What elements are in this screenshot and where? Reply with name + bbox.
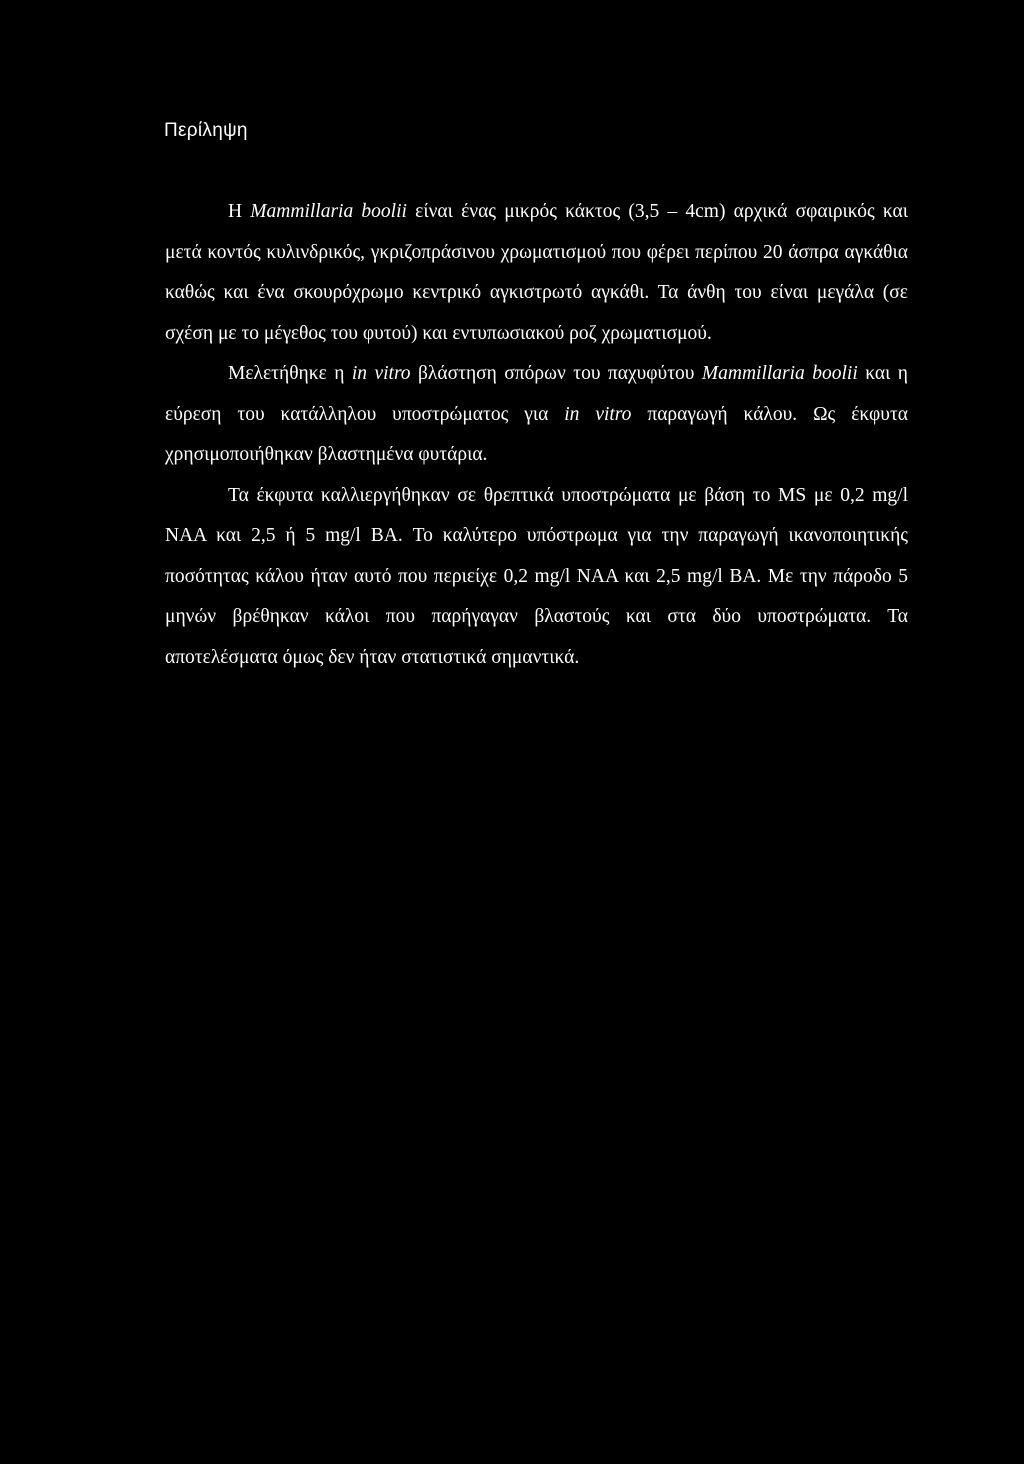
paragraph	[165, 354, 908, 476]
text-run: Η	[228, 201, 251, 222]
text-run: είναι ένας μικρός κάκτος (3,5 – 4cm) αρχικά σφαιρικός και μετά κοντός κυλινδρικός, γκριζοπράσινου χρωματισμού που φέρει περίπου 20 άσπρα αγκάθια καθώς και ένα σκουρόχρωμο κεντρικό αγκιστρωτό αγκάθι. Τα άνθη του είναι μεγάλα (σε σχέση με το μέγεθος του φυτού) και εντυπωσιακού ροζ χρωματισμού.	[165, 201, 909, 344]
page-title: Περίληψη	[164, 120, 248, 141]
italic-text-run: Mammillaria boolii	[701, 363, 858, 384]
text-run: Τα έκφυτα καλλιεργήθηκαν σε θρεπτικά υποστρώματα με βάση το MS με 0,2 mg/l NAA και 2,5 ή 5 mg/l BA. Το καλύτερο υπόστρωμα για την παραγωγή ικανοποιητικής ποσότητας κάλου ήταν αυτό που περιείχε 0,2 mg/l NAA και 2,5 mg/l BA. Με την πάροδο 5 μηνών βρέθηκαν κάλοι που παρήγαγαν βλαστούς και στα δύο υποστρώματα. Τα αποτελέσματα όμως δεν ήταν στατιστικά σημαντικά.	[165, 484, 908, 668]
italic-text-run: Mammillaria boolii	[250, 201, 407, 222]
italic-text-run: in vitro	[564, 403, 632, 425]
abstract-body	[165, 192, 908, 678]
text-run: Μελετήθηκε η	[228, 363, 352, 384]
paragraph	[165, 476, 908, 679]
text-run: και η εύρεση του κατάλληλου υποστρώματος για	[165, 363, 908, 425]
paragraph	[165, 192, 908, 354]
text-run: παραγωγή κάλου. Ως έκφυτα χρησιμοποιήθηκαν βλαστημένα φυτάρια.	[165, 403, 909, 465]
text-run: βλάστηση σπόρων του παχυφύτου	[410, 363, 702, 384]
italic-text-run: in vitro	[351, 363, 411, 384]
